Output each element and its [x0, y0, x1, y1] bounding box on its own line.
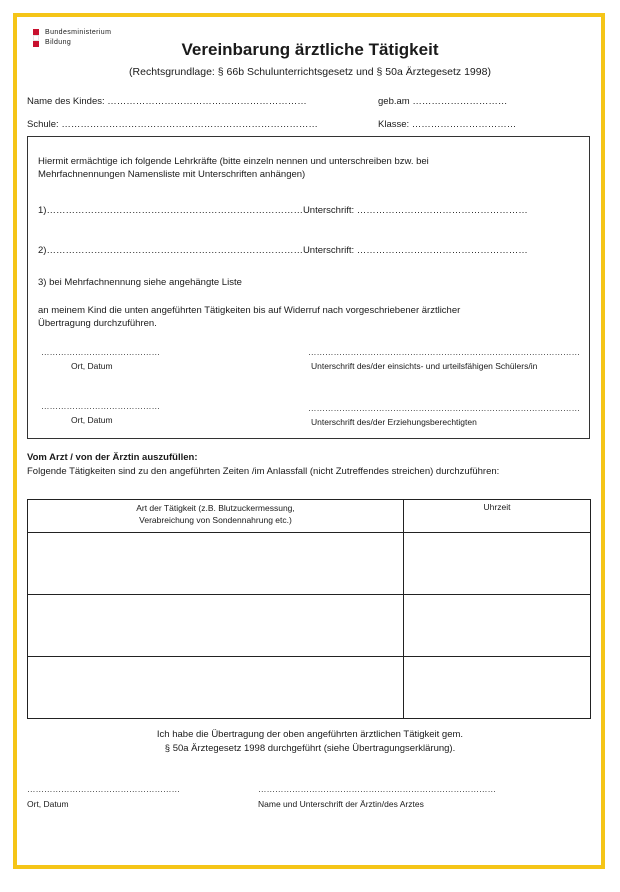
- teacher-1-field[interactable]: 1)………………………………………………………………………Unterschrift: ………………………………………………: [38, 205, 528, 216]
- place-date-label-1: Ort, Datum: [71, 361, 113, 371]
- doctor-place-date-line[interactable]: ………………………………………………: [27, 784, 180, 794]
- birthdate-field[interactable]: geb.am …………………………: [378, 96, 508, 107]
- place-date-line-2[interactable]: ……………………………………: [41, 401, 160, 411]
- table-row: [28, 657, 591, 719]
- class-field[interactable]: Klasse: ……………………………: [378, 119, 517, 130]
- activity-cell[interactable]: [28, 533, 404, 595]
- table-row: [28, 595, 591, 657]
- place-date-label-2: Ort, Datum: [71, 415, 113, 425]
- child-name-field[interactable]: Name des Kindes: ………………………………………………………: [27, 96, 307, 107]
- teacher-2-field[interactable]: 2)………………………………………………………………………Unterschrift: ………………………………………………: [38, 245, 528, 256]
- doctor-place-date-label: Ort, Datum: [27, 799, 69, 809]
- time-cell[interactable]: [404, 595, 591, 657]
- activity-header-line1: Art der Tätigkeit (z.B. Blutzuckermessung,: [136, 503, 295, 513]
- time-cell[interactable]: [404, 533, 591, 595]
- student-signature-line[interactable]: ……………………………………………………………………………………: [308, 347, 580, 357]
- teacher-3-note: 3) bei Mehrfachnennung siehe angehängte Liste: [38, 277, 242, 288]
- doctor-signature-label: Name und Unterschrift der Ärztin/des Arztes: [258, 799, 424, 809]
- activity-cell[interactable]: [28, 595, 404, 657]
- time-cell[interactable]: [404, 657, 591, 719]
- guardian-signature-label: Unterschrift des/der Erziehungsberechtigten: [311, 417, 477, 427]
- activity-table: [27, 499, 591, 719]
- ministry-line1: Bundesministerium: [45, 29, 112, 36]
- activity-header-line2: Verabreichung von Sondennahrung etc.): [139, 515, 292, 525]
- legal-basis: (Rechtsgrundlage: § 66b Schulunterrichtsgesetz und § 50a Ärztegesetz 1998): [129, 66, 491, 78]
- authorization-intro-2: Mehrfachnennungen Namensliste mit Unterschriften anhängen): [38, 169, 306, 180]
- time-column-header: Uhrzeit: [404, 500, 591, 533]
- activity-cell[interactable]: [28, 657, 404, 719]
- school-field[interactable]: Schule: ………………………………………………………………………: [27, 119, 318, 130]
- doctor-signature-line[interactable]: …………………………………………………………………………: [258, 784, 496, 794]
- table-row: [28, 533, 591, 595]
- doctor-statement-2: § 50a Ärztegesetz 1998 durchgeführt (siehe Übertragungserklärung).: [164, 743, 456, 754]
- authorization-intro-1: Hiermit ermächtige ich folgende Lehrkräfte (bitte einzeln nennen und unterschreiben bzw. bei: [38, 156, 429, 167]
- page-title: Vereinbarung ärztliche Tätigkeit: [181, 40, 439, 59]
- place-date-line-1[interactable]: ……………………………………: [41, 347, 160, 357]
- doctor-section-heading: Vom Arzt / von der Ärztin auszufüllen:: [27, 452, 198, 463]
- activity-column-header: [28, 500, 404, 533]
- guardian-signature-line[interactable]: ……………………………………………………………………………………: [308, 403, 580, 413]
- student-signature-label: Unterschrift des/der einsichts- und urteilsfähigen Schülers/in: [311, 361, 538, 371]
- ministry-line2: Bildung: [45, 39, 72, 46]
- doctor-statement-1: Ich habe die Übertragung der oben angeführten ärztlichen Tätigkeit gem.: [156, 729, 464, 740]
- consent-text-2: Übertragung durchzuführen.: [38, 318, 157, 329]
- doctor-instruction: Folgende Tätigkeiten sind zu den angeführten Zeiten /im Anlassfall (nicht Zutreffendes streichen) durchzuführen:: [27, 466, 500, 477]
- consent-text-1: an meinem Kind die unten angeführten Tätigkeiten bis auf Widerruf nach vorgeschriebener ärztlicher: [38, 305, 461, 316]
